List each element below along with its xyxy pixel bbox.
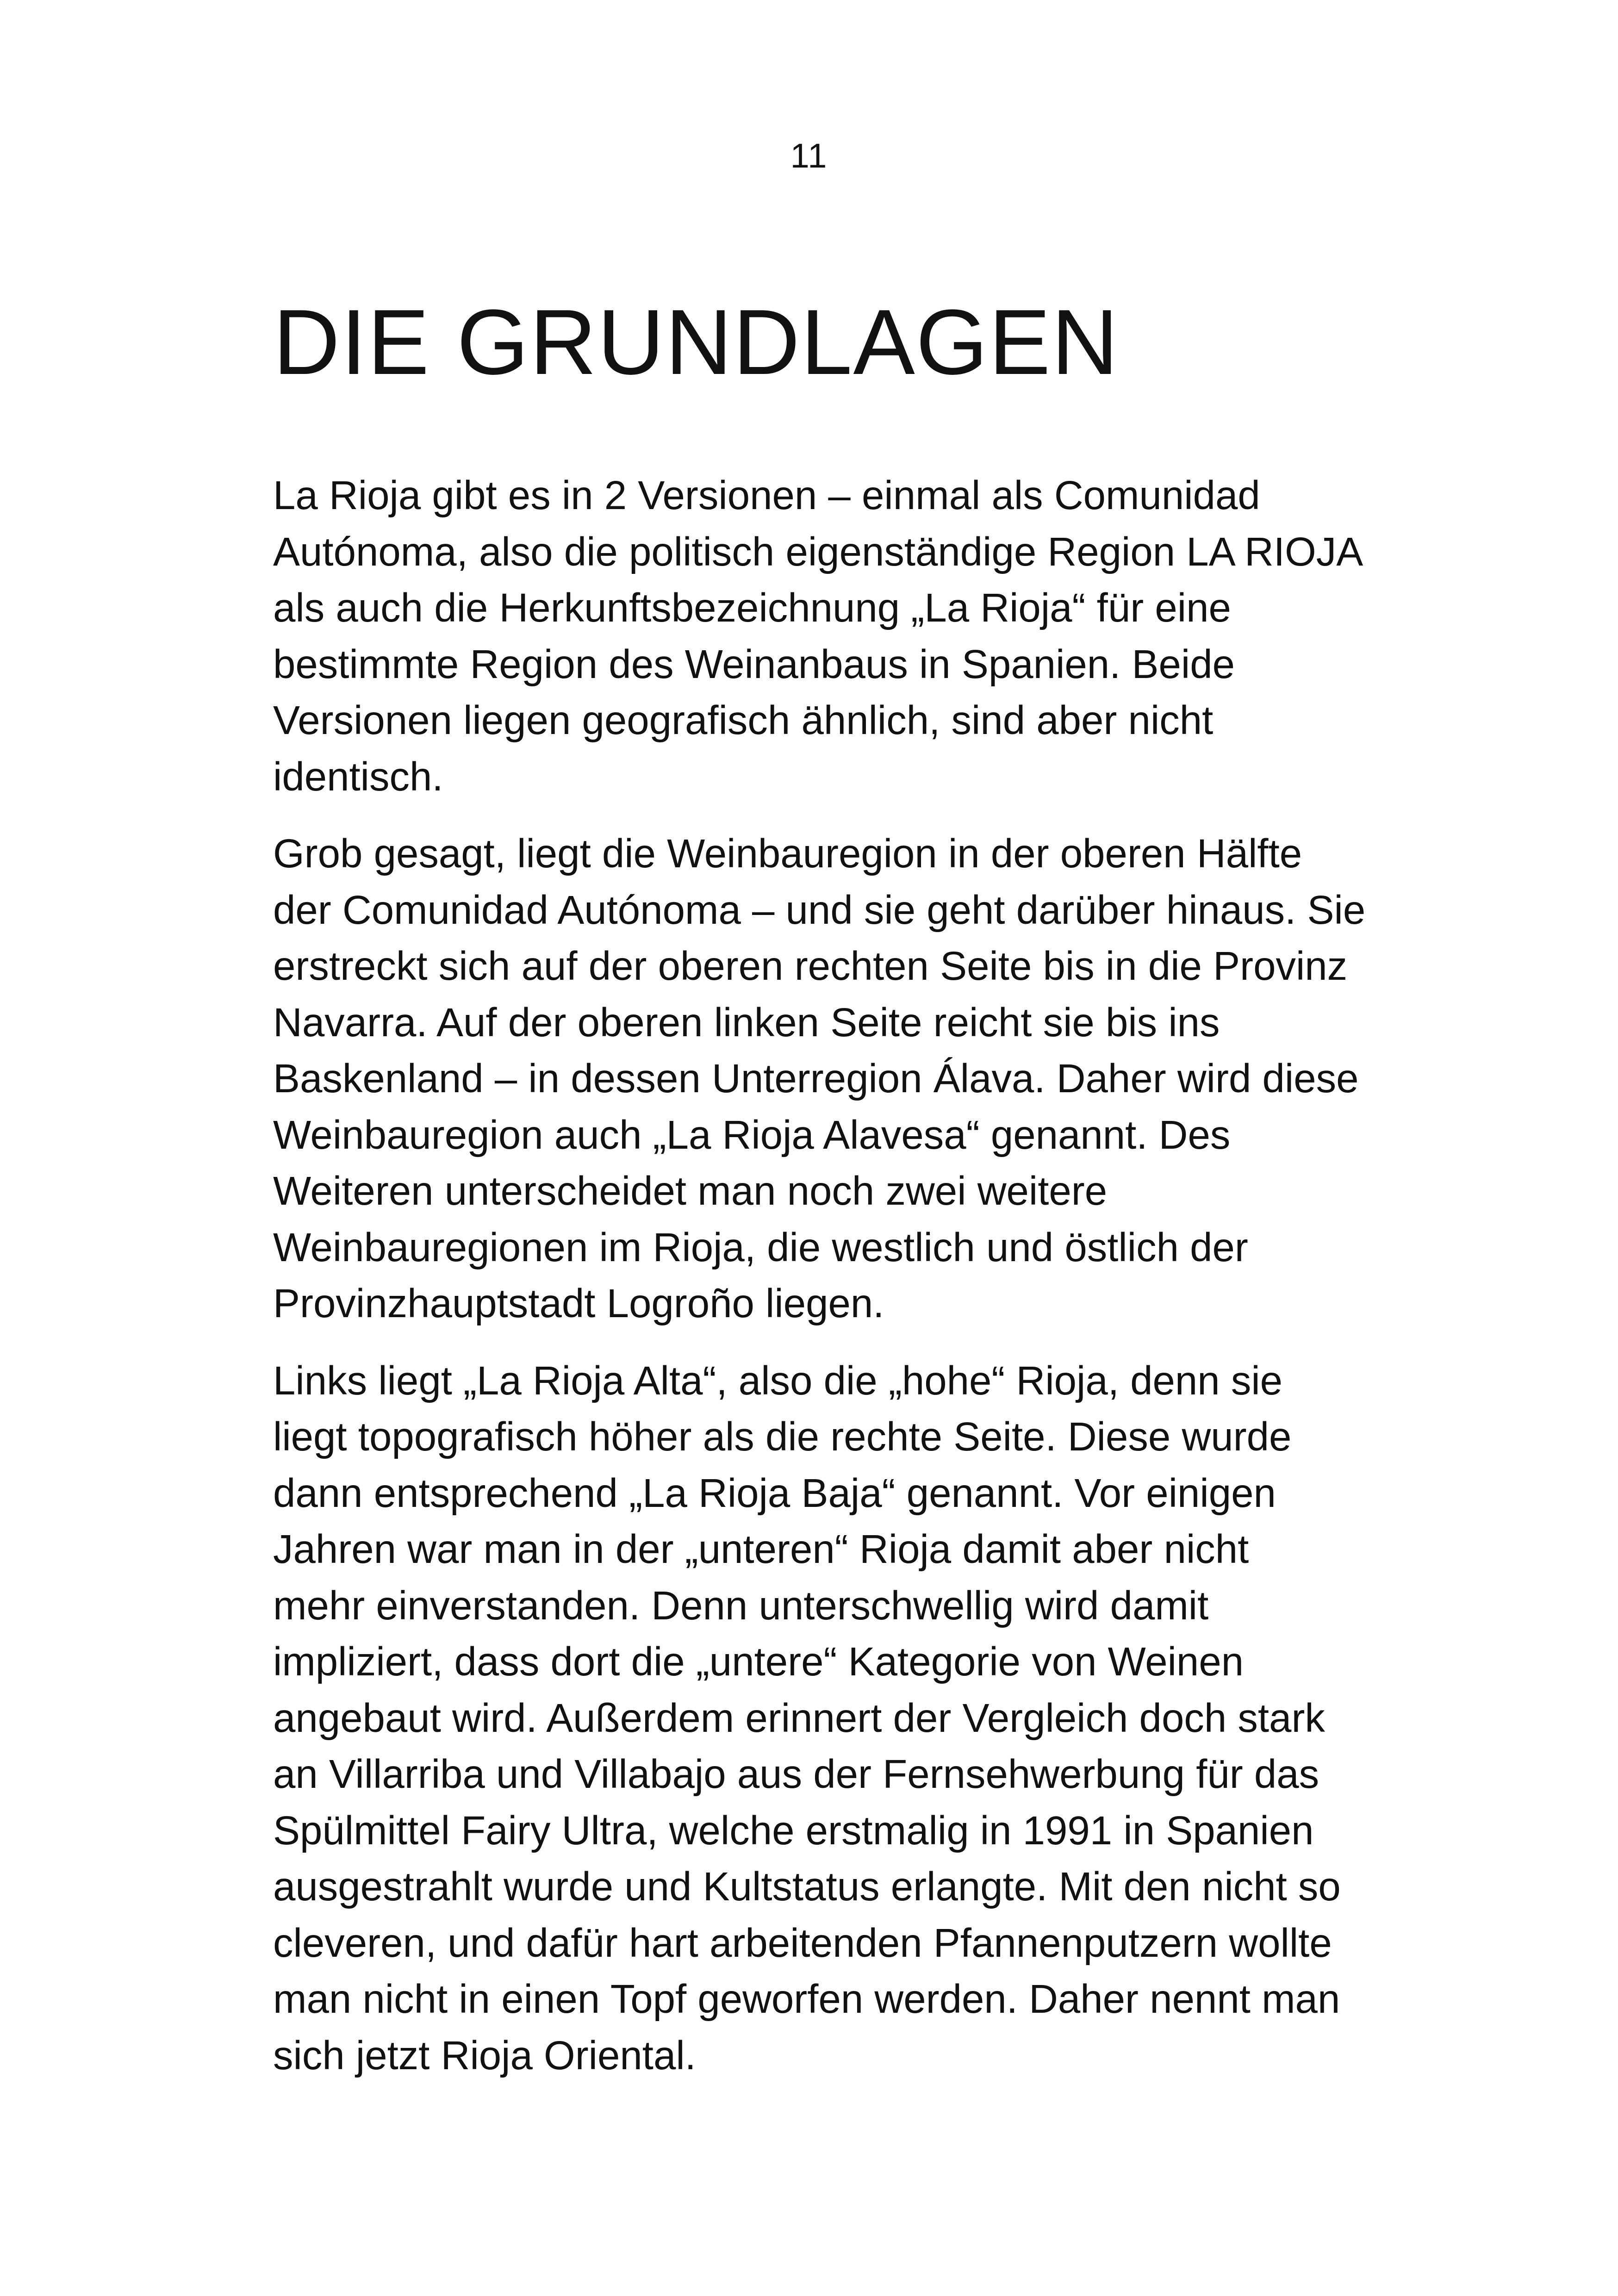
page-content — [273, 291, 1449, 2104]
text-line: als auch die Herkunftsbezeichnung „La Rioja“ für eine — [273, 585, 1231, 630]
page-number: 11 — [790, 137, 828, 175]
text-line: impliziert, dass dort die „untere“ Kategorie von Weinen — [273, 1639, 1244, 1684]
text-line: mehr einverstanden. Denn unterschwellig wird damit — [273, 1583, 1209, 1628]
text-line: cleveren, und dafür hart arbeitenden Pfannenputzern wollte — [273, 1920, 1332, 1966]
text-line: erstreckt sich auf der oberen rechten Seite bis in die Provinz — [273, 944, 1348, 989]
text-line: ausgestrahlt wurde und Kultstatus erlangte. Mit den nicht so — [273, 1864, 1341, 1909]
paragraph — [273, 1353, 1449, 2084]
text-line: Spülmittel Fairy Ultra, welche erstmalig in 1991 in Spanien — [273, 1808, 1314, 1853]
text-line: Versionen liegen geografisch ähnlich, sind aber nicht — [273, 698, 1214, 743]
text-line: identisch. — [273, 754, 443, 799]
text-line: Weinbauregion auch „La Rioja Alavesa“ genannt. Des — [273, 1112, 1231, 1157]
text-line: Autónoma, also die politisch eigenständige Region LA RIOJA — [273, 529, 1363, 574]
text-line: Weiteren unterscheidet man noch zwei weitere — [273, 1169, 1108, 1213]
text-line: man nicht in einen Topf geworfen werden. Daher nennt man — [273, 1977, 1340, 2022]
paragraph — [273, 826, 1449, 1332]
text-line: sich jetzt Rioja Oriental. — [273, 2033, 696, 2078]
text-line: dann entsprechend „La Rioja Baja“ genannt. Vor einigen — [273, 1470, 1276, 1516]
paragraph — [273, 467, 1449, 805]
text-line: bestimmte Region des Weinanbaus in Spanien. Beide — [273, 641, 1235, 687]
text-line: Navarra. Auf der oberen linken Seite reicht sie bis ins — [273, 1000, 1220, 1045]
text-line: Weinbauregionen im Rioja, die westlich und östlich der — [273, 1225, 1248, 1270]
text-line: Links liegt „La Rioja Alta“, also die „hohe“ Rioja, denn sie — [273, 1358, 1283, 1403]
text-line: Grob gesagt, liegt die Weinbauregion in der oberen Hälfte — [273, 831, 1302, 876]
text-line: La Rioja gibt es in 2 Versionen – einmal als Comunidad — [273, 473, 1260, 518]
text-line: Jahren war man in der „unteren“ Rioja damit aber nicht — [273, 1527, 1249, 1572]
text-line: der Comunidad Autónoma – und sie geht darüber hinaus. Sie — [273, 887, 1366, 933]
body-text — [273, 467, 1449, 2084]
text-line: Provinzhauptstadt Logroño liegen. — [273, 1281, 884, 1326]
text-line: Baskenland – in dessen Unterregion Álava. Daher wird diese — [273, 1056, 1359, 1101]
text-line: angebaut wird. Außerdem erinnert der Vergleich doch stark — [273, 1695, 1325, 1741]
chapter-title: DIE GRUNDLAGEN — [273, 291, 1120, 394]
text-line: liegt topografisch höher als die rechte Seite. Diese wurde — [273, 1414, 1292, 1459]
text-line: an Villarriba und Villabajo aus der Fernsehwerbung für das — [273, 1752, 1319, 1797]
